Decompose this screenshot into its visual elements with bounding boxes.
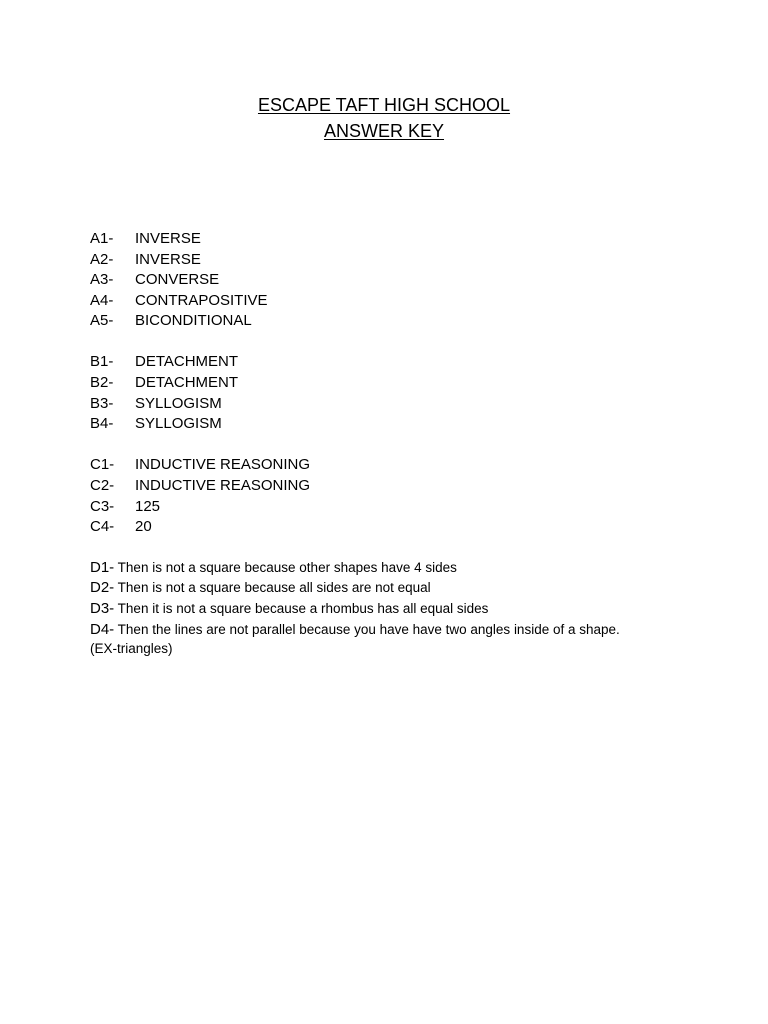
answer-code: A2- [90, 250, 114, 268]
answer-group-b [90, 352, 730, 434]
explanation-text: Then it is not a square because a rhombus has all equal sides [114, 600, 489, 616]
answer-text: INVERSE [135, 230, 201, 247]
answer-row [90, 291, 730, 312]
answer-text: CONTRAPOSITIVE [135, 291, 268, 309]
explanation-row [90, 620, 730, 641]
explanation-text: Then is not a square because all sides are not equal [114, 580, 431, 596]
answer-code: C3- [90, 497, 115, 515]
answer-row [90, 476, 730, 497]
answer-text: 20 [135, 518, 152, 536]
answer-code: A4- [90, 291, 114, 309]
answer-row [90, 394, 730, 415]
answer-text: DETACHMENT [135, 353, 239, 371]
answer-text: 125 [135, 497, 161, 515]
explanation-code: D1- [90, 558, 115, 576]
answer-code: C1- [90, 456, 115, 474]
explanation-text: Then the lines are not parallel because you have have two angles inside of a shape. [114, 621, 620, 637]
explanation-text: Then is not a square because other shapes have 4 sides [114, 559, 457, 575]
answer-code: A3- [90, 271, 114, 289]
answer-row [90, 497, 730, 518]
title-answer-key: ANSWER KEY [323, 121, 445, 141]
explanation-code: D2- [90, 579, 115, 597]
answer-text: DETACHMENT [135, 374, 239, 392]
answer-code: B2- [90, 374, 114, 392]
answer-row [90, 414, 730, 435]
answer-row [90, 373, 730, 394]
answer-row [90, 250, 730, 271]
answer-code: B3- [90, 394, 114, 412]
answer-code: B4- [90, 415, 114, 433]
answer-group-a [90, 229, 730, 332]
answers-list [90, 229, 730, 658]
answer-code: C2- [90, 476, 115, 494]
title-school: ESCAPE TAFT HIGH SCHOOL [257, 95, 511, 115]
explanation-note: (EX-triangles) [90, 641, 173, 657]
answer-text: SYLLOGISM [135, 394, 222, 412]
answer-row [90, 455, 730, 476]
explanation-code: D4- [90, 620, 115, 638]
answer-text: SYLLOGISM [135, 415, 222, 433]
answer-group-d [90, 558, 730, 658]
answer-row [90, 517, 730, 538]
answer-text: INDUCTIVE REASONING [135, 476, 311, 494]
explanation-row [90, 578, 730, 599]
answer-text: INDUCTIVE REASONING [135, 456, 311, 474]
answer-code: A5- [90, 312, 114, 330]
document-title [0, 92, 768, 144]
answer-code: C4- [90, 518, 115, 536]
answer-row [90, 352, 730, 373]
answer-row [90, 270, 730, 291]
explanation-row [90, 599, 730, 620]
answer-code: B1- [90, 353, 114, 371]
answer-group-c [90, 455, 730, 537]
explanation-row [90, 558, 730, 579]
answer-text: INVERSE [135, 250, 201, 268]
answer-code: A1- [90, 230, 114, 247]
answer-row [90, 229, 730, 250]
answer-text: BICONDITIONAL [135, 312, 252, 330]
answer-row [90, 311, 730, 332]
explanation-code: D3- [90, 599, 115, 617]
answer-text: CONVERSE [135, 271, 220, 289]
